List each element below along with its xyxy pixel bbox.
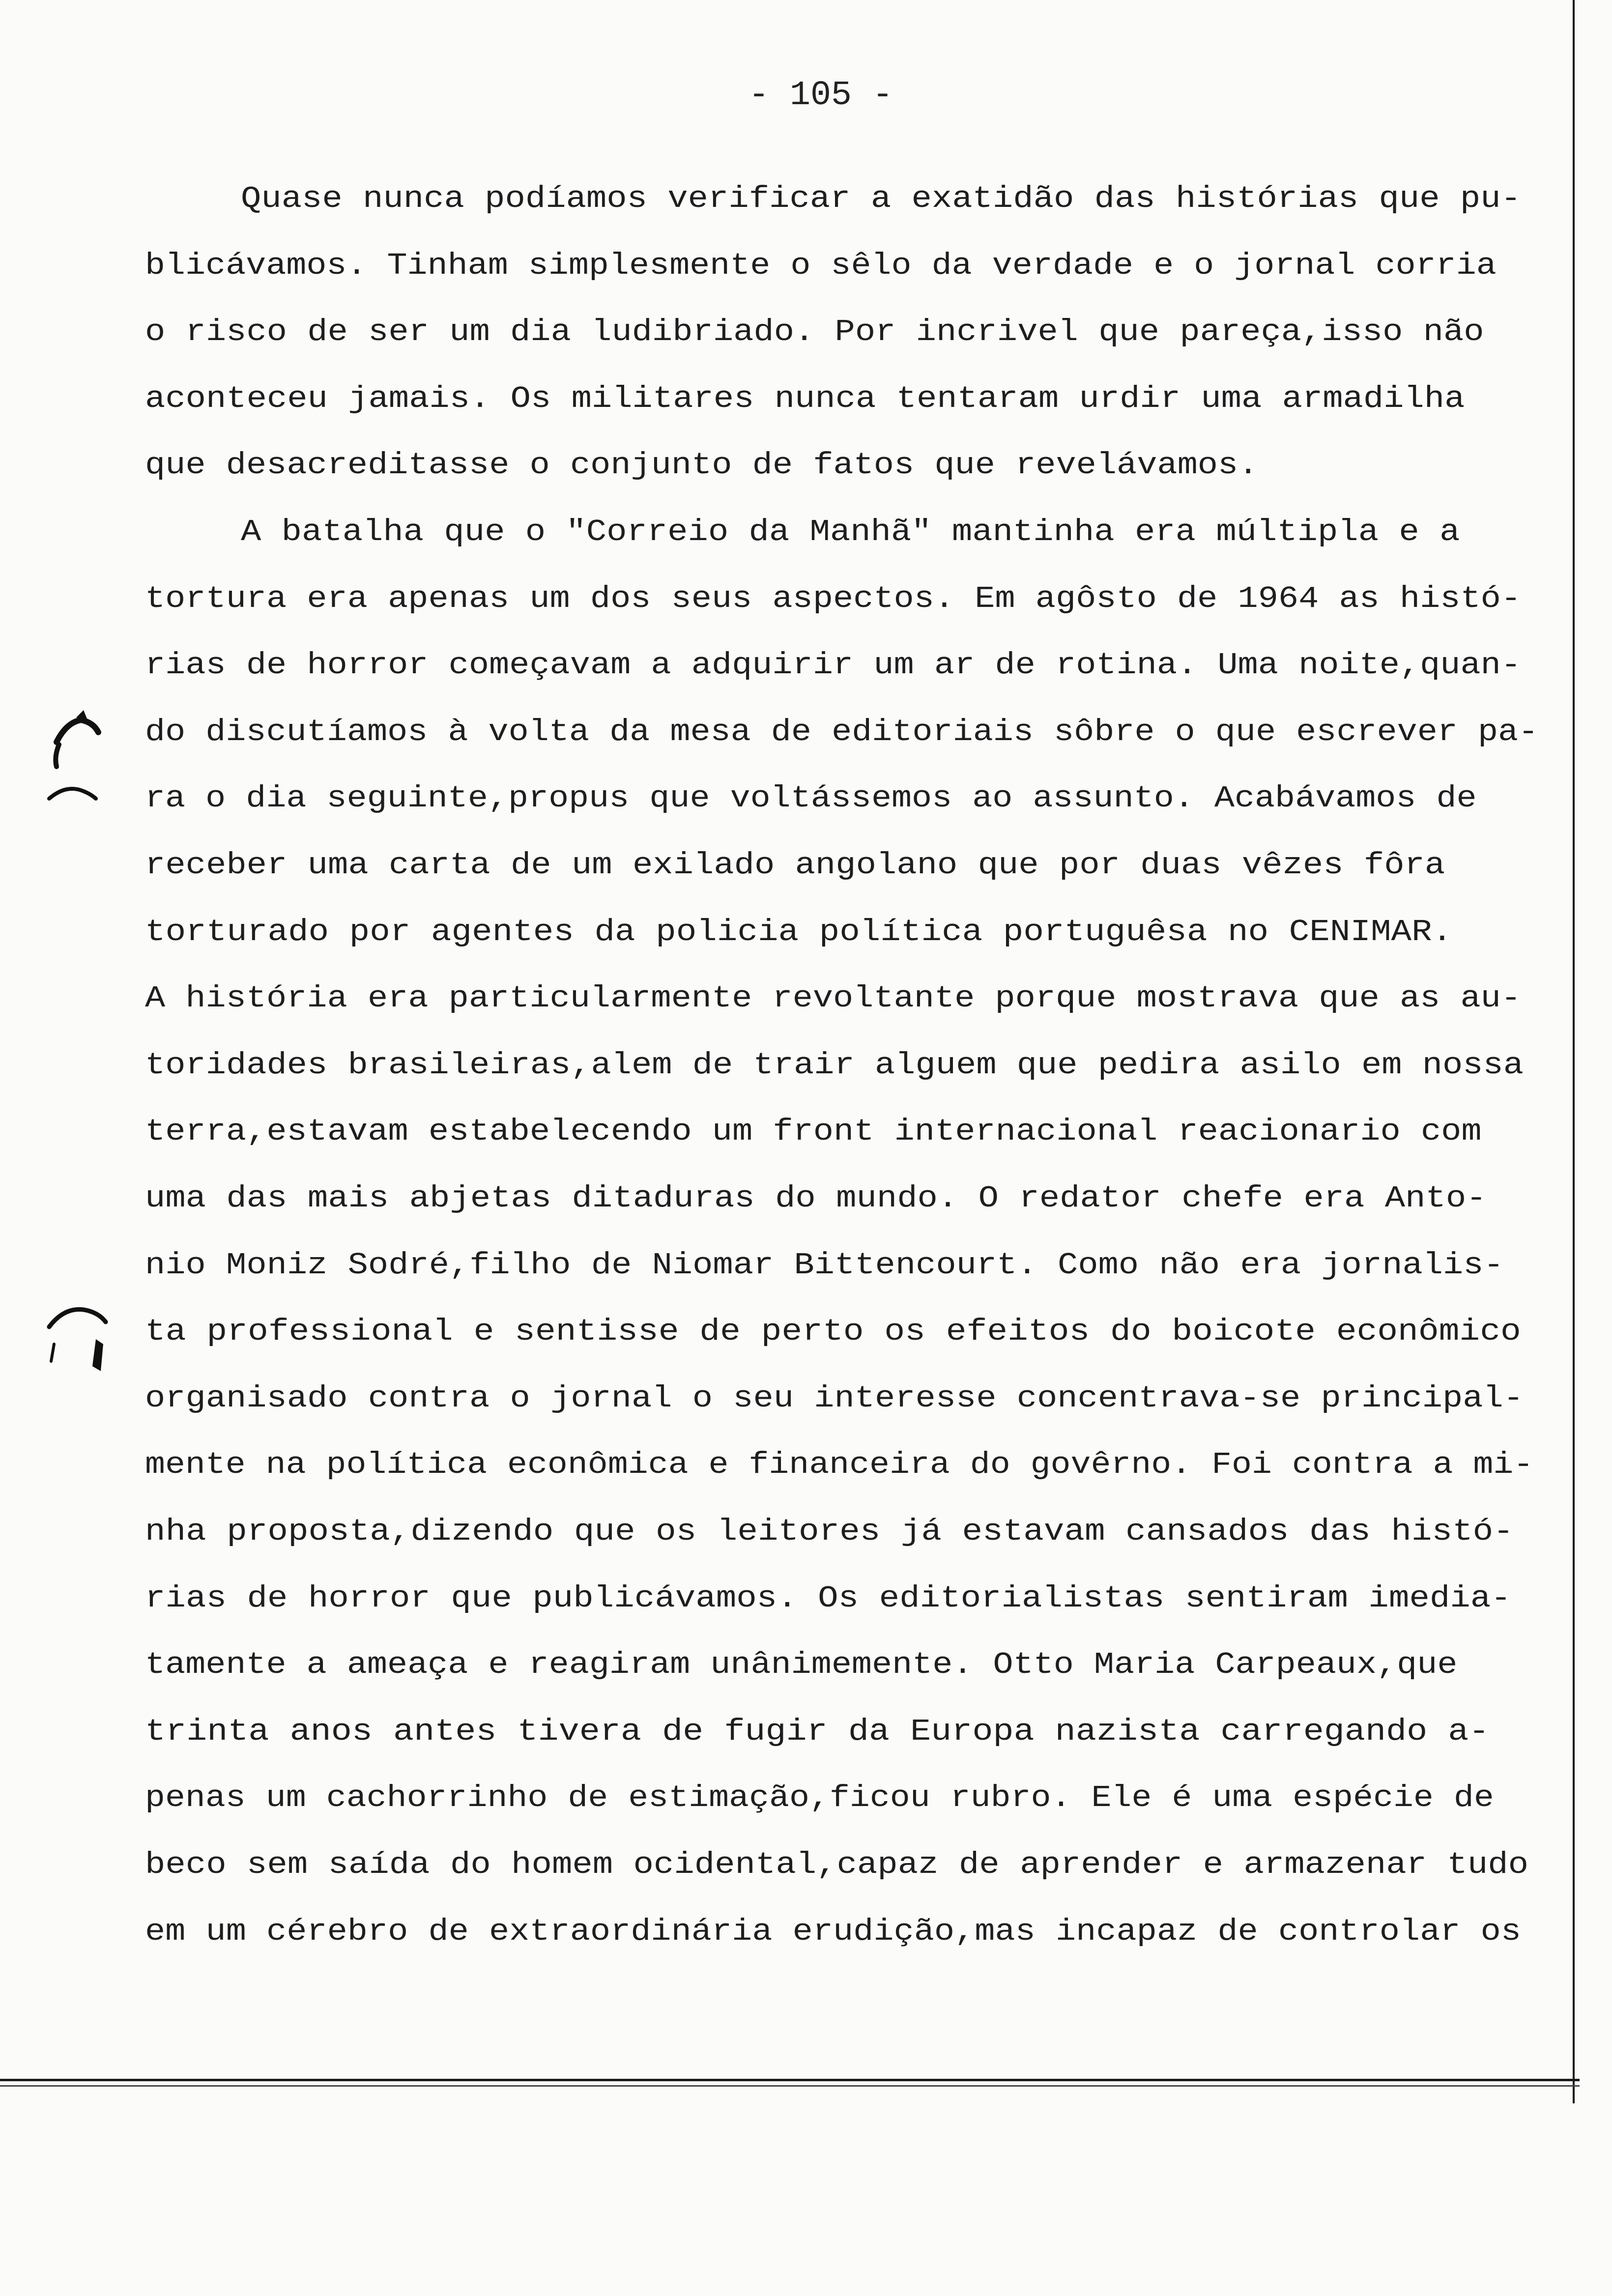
text-line: ta professional e sentisse de perto os efeitos do boicote econômico (145, 1314, 1521, 1349)
margin-mark-2 (44, 1297, 113, 1376)
text-line: o risco de ser um dia ludibriado. Por incrivel que pareça,isso não (145, 315, 1484, 350)
page-number: - 105 - (748, 76, 893, 115)
right-margin-rule (1573, 0, 1575, 2103)
text-line: uma das mais abjetas ditaduras do mundo. O redator chefe era Anto- (145, 1181, 1487, 1216)
text-line: tortura era apenas um dos seus aspectos. Em agôsto de 1964 as histó- (145, 581, 1522, 616)
text-line: toridades brasileiras,alem de trair alguem que pedira asilo em nossa (145, 1047, 1524, 1083)
text-line: tamente a ameaça e reagiram unânimemente. Otto Maria Carpeaux,que (145, 1647, 1458, 1683)
text-line: Quase nunca podíamos verificar a exatidão das histórias que pu- (241, 181, 1521, 216)
text-line: em um cérebro de extraordinária erudição,mas incapaz de controlar os (145, 1914, 1522, 1949)
text-line: rias de horror que publicávamos. Os editorialistas sentiram imedia- (145, 1580, 1511, 1616)
text-line: trinta anos antes tivera de fugir da Europa nazista carregando a- (145, 1714, 1490, 1749)
text-line: blicávamos. Tinham simplesmente o sêlo da verdade e o jornal corria (145, 248, 1497, 283)
text-line: que desacreditasse o conjunto de fatos que revelávamos. (145, 448, 1259, 483)
text-line: nio Moniz Sodré,filho de Niomar Bittencourt. Como não era jornalis- (145, 1247, 1504, 1283)
text-line: mente na política econômica e financeira do govêrno. Foi contra a mi- (145, 1447, 1534, 1483)
bottom-rule (0, 2079, 1580, 2081)
text-line: rias de horror começavam a adquirir um ar de rotina. Uma noite,quan- (145, 648, 1522, 683)
text-line: terra,estavam estabelecendo um front internacional reacionario com (145, 1114, 1482, 1149)
bottom-rule-secondary (0, 2085, 1580, 2087)
text-line: organisado contra o jornal o seu interesse concentrava-se principal- (145, 1380, 1524, 1416)
text-line: beco sem saída do homem ocidental,capaz de aprender e armazenar tudo (145, 1847, 1529, 1882)
text-line: A batalha que o "Correio da Manhã" mantinha era múltipla e a (241, 515, 1460, 549)
text-line: A história era particularmente revoltante porque mostrava que as au- (145, 981, 1522, 1016)
text-line: receber uma carta de um exilado angolano que por duas vêzes fôra (145, 848, 1445, 883)
text-line: do discutíamos à volta da mesa de editoriais sôbre o que escrever pa- (145, 714, 1539, 749)
text-line: ra o dia seguinte,propus que voltássemos ao assunto. Acabávamos de (145, 781, 1477, 816)
text-line: torturado por agentes da policia política portuguêsa no CENIMAR. (145, 914, 1453, 949)
margin-mark-1 (47, 703, 106, 806)
text-line: aconteceu jamais. Os militares nunca tentaram urdir uma armadilha (145, 381, 1465, 416)
text-line: nha proposta,dizendo que os leitores já estavam cansados das histó- (145, 1514, 1514, 1549)
text-line: penas um cachorrinho de estimação,ficou rubro. Ele é uma espécie de (145, 1780, 1494, 1816)
